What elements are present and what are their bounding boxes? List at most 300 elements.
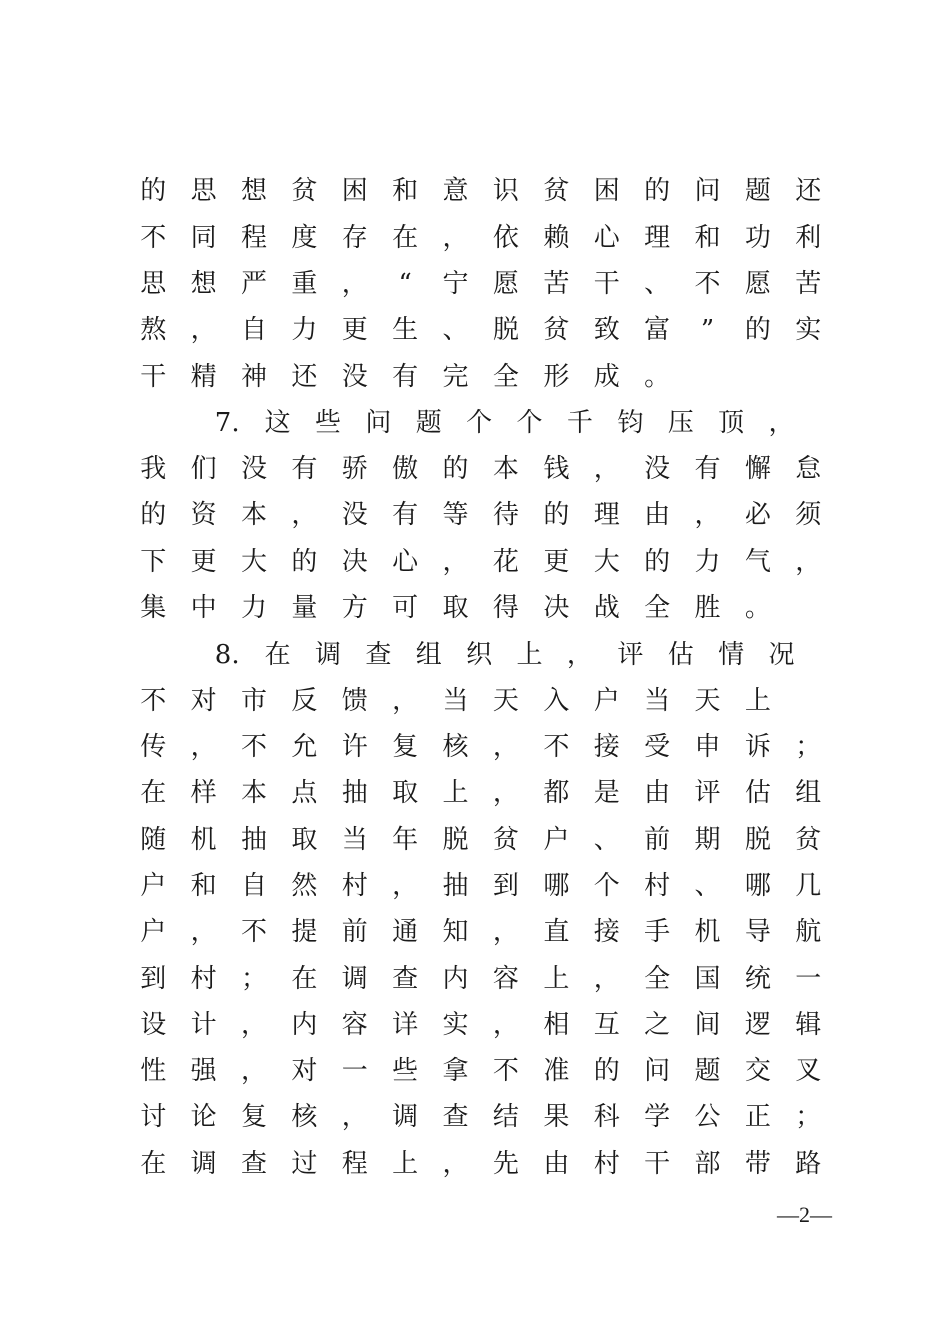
text-char: 、 bbox=[593, 825, 620, 855]
text-char: 估 bbox=[667, 640, 694, 670]
text-char: 和 bbox=[392, 176, 419, 206]
text-char: 对 bbox=[190, 686, 217, 716]
text-line bbox=[128, 492, 822, 538]
text-char: 脱 bbox=[442, 825, 469, 855]
text-char: 依 bbox=[492, 223, 519, 253]
text-char: 不 bbox=[140, 223, 167, 253]
text-char: 逻 bbox=[744, 1010, 771, 1040]
text-char: ， bbox=[392, 871, 419, 901]
text-char: 功 bbox=[744, 223, 771, 253]
text-char: 的 bbox=[744, 315, 771, 345]
text-char: 知 bbox=[442, 917, 469, 947]
text-char: 抽 bbox=[442, 871, 469, 901]
text-char: 不 bbox=[492, 1056, 519, 1086]
text-char: 抽 bbox=[240, 825, 267, 855]
text-char: 的 bbox=[593, 1056, 620, 1086]
text-char: 学 bbox=[644, 1102, 671, 1132]
text-char: 取 bbox=[291, 825, 318, 855]
text-char: 强 bbox=[190, 1056, 217, 1086]
text-char: 心 bbox=[593, 223, 620, 253]
text-char: 容 bbox=[492, 964, 519, 994]
text-char: ， bbox=[240, 1056, 267, 1086]
text-char: 上 bbox=[442, 778, 469, 808]
text-char: 问 bbox=[365, 408, 392, 438]
text-char: 实 bbox=[795, 315, 822, 345]
text-char: 果 bbox=[543, 1102, 570, 1132]
text-char: 个 bbox=[466, 408, 493, 438]
text-char: 自 bbox=[240, 315, 267, 345]
text-char: 查 bbox=[365, 640, 392, 670]
text-char: 当 bbox=[644, 686, 671, 716]
text-char: 须 bbox=[795, 500, 822, 530]
text-char: ， bbox=[341, 1102, 368, 1132]
text-char: 意 bbox=[442, 176, 469, 206]
text-char: 不 bbox=[694, 269, 721, 299]
text-char: 和 bbox=[694, 223, 721, 253]
text-char: 懈 bbox=[744, 454, 771, 484]
text-char: 集 bbox=[140, 593, 167, 623]
text-char: 反 bbox=[291, 686, 318, 716]
text-char: ， bbox=[341, 269, 368, 299]
text-char: ， bbox=[593, 454, 620, 484]
text-char: ， bbox=[492, 917, 519, 947]
text-char: 干 bbox=[644, 1149, 671, 1179]
text-char: 接 bbox=[593, 917, 620, 947]
text-char: 抽 bbox=[341, 778, 368, 808]
text-char: 几 bbox=[795, 871, 822, 901]
text-char: 的 bbox=[140, 176, 167, 206]
text-char: 识 bbox=[492, 176, 519, 206]
text-char: 叉 bbox=[795, 1056, 822, 1086]
text-char: 核 bbox=[291, 1102, 318, 1132]
text-char: 没 bbox=[644, 454, 671, 484]
text-line bbox=[128, 909, 822, 955]
text-char: 傲 bbox=[392, 454, 419, 484]
text-line bbox=[202, 632, 892, 678]
text-char: 申 bbox=[694, 732, 721, 762]
text-char: 苦 bbox=[795, 269, 822, 299]
text-char: 思 bbox=[140, 269, 167, 299]
text-char: 苦 bbox=[543, 269, 570, 299]
text-char: 取 bbox=[392, 778, 419, 808]
text-char: 本 bbox=[492, 454, 519, 484]
text-char: 设 bbox=[140, 1010, 167, 1040]
text-char: 思 bbox=[190, 176, 217, 206]
text-char: 调 bbox=[314, 640, 341, 670]
text-char: 户 bbox=[593, 686, 620, 716]
text-line bbox=[128, 1094, 822, 1140]
text-char: 想 bbox=[240, 176, 267, 206]
text-char: 本 bbox=[240, 500, 267, 530]
text-char: 力 bbox=[291, 315, 318, 345]
text-char: 天 bbox=[492, 686, 519, 716]
text-char: 组 bbox=[415, 640, 442, 670]
text-line bbox=[128, 539, 822, 585]
text-char: 千 bbox=[566, 408, 593, 438]
text-char: 神 bbox=[240, 362, 267, 392]
text-char: 钱 bbox=[543, 454, 570, 484]
text-char: 的 bbox=[291, 547, 318, 577]
text-char: 心 bbox=[392, 547, 419, 577]
text-line bbox=[128, 354, 818, 400]
text-char: 调 bbox=[392, 1102, 419, 1132]
text-char: 、 bbox=[442, 315, 469, 345]
text-char: ， bbox=[492, 732, 519, 762]
text-char: 中 bbox=[190, 593, 217, 623]
text-char: 压 bbox=[667, 408, 694, 438]
text-line bbox=[128, 446, 822, 492]
text-char: 不 bbox=[543, 732, 570, 762]
text-char: 利 bbox=[795, 223, 822, 253]
text-char: 力 bbox=[240, 593, 267, 623]
text-char: 受 bbox=[644, 732, 671, 762]
text-char: ， bbox=[593, 964, 620, 994]
text-char: 性 bbox=[140, 1056, 167, 1086]
text-char: 村 bbox=[341, 871, 368, 901]
text-char: 骄 bbox=[341, 454, 368, 484]
text-char: 织 bbox=[466, 640, 493, 670]
text-char: 到 bbox=[140, 964, 167, 994]
text-char: 村 bbox=[190, 964, 217, 994]
text-char: 我 bbox=[140, 454, 167, 484]
text-line bbox=[128, 215, 822, 261]
text-line bbox=[128, 863, 822, 909]
text-char: 都 bbox=[543, 778, 570, 808]
text-char: 富 bbox=[644, 315, 671, 345]
text-line bbox=[128, 1048, 822, 1094]
text-char: 有 bbox=[694, 454, 721, 484]
text-char: 可 bbox=[392, 593, 419, 623]
text-char: 当 bbox=[341, 825, 368, 855]
text-char: 正 bbox=[744, 1102, 771, 1132]
text-char: 贫 bbox=[291, 176, 318, 206]
text-char: 评 bbox=[694, 778, 721, 808]
text-char: 7. bbox=[214, 408, 240, 438]
text-char: 容 bbox=[341, 1010, 368, 1040]
text-char: 讨 bbox=[140, 1102, 167, 1132]
text-char: 生 bbox=[392, 315, 419, 345]
text-char: 交 bbox=[744, 1056, 771, 1086]
text-char: 有 bbox=[392, 362, 419, 392]
text-char: 一 bbox=[341, 1056, 368, 1086]
text-char: 完 bbox=[442, 362, 469, 392]
text-char: ， bbox=[566, 640, 593, 670]
text-line bbox=[128, 678, 818, 724]
text-char: ； bbox=[795, 732, 822, 762]
text-char: ， bbox=[492, 1010, 519, 1040]
text-char: ， bbox=[190, 732, 217, 762]
text-char: 查 bbox=[442, 1102, 469, 1132]
text-char: 随 bbox=[140, 825, 167, 855]
text-char: 论 bbox=[190, 1102, 217, 1132]
text-char: 统 bbox=[744, 964, 771, 994]
text-char: 在 bbox=[291, 964, 318, 994]
text-char: 点 bbox=[291, 778, 318, 808]
text-char: 必 bbox=[744, 500, 771, 530]
text-line bbox=[202, 400, 892, 446]
text-char: 存 bbox=[341, 223, 368, 253]
text-char: 干 bbox=[593, 269, 620, 299]
text-char: 赖 bbox=[543, 223, 570, 253]
text-line bbox=[128, 261, 822, 307]
text-char: 内 bbox=[442, 964, 469, 994]
text-char: 入 bbox=[543, 686, 570, 716]
text-char: 胜 bbox=[694, 593, 721, 623]
text-line bbox=[128, 1141, 822, 1187]
text-char: 程 bbox=[341, 1149, 368, 1179]
text-char: 结 bbox=[492, 1102, 519, 1132]
text-char: 户 bbox=[140, 871, 167, 901]
text-char: ； bbox=[240, 964, 267, 994]
text-char: 。 bbox=[744, 593, 771, 623]
text-char: 全 bbox=[644, 593, 671, 623]
text-line bbox=[128, 307, 822, 353]
text-char: 有 bbox=[291, 454, 318, 484]
text-char: 问 bbox=[694, 176, 721, 206]
text-char: 上 bbox=[392, 1149, 419, 1179]
text-char: 在 bbox=[140, 1149, 167, 1179]
text-char: 先 bbox=[492, 1149, 519, 1179]
text-char: 详 bbox=[392, 1010, 419, 1040]
text-line bbox=[128, 585, 818, 631]
text-char: 更 bbox=[341, 315, 368, 345]
text-char: 怠 bbox=[795, 454, 822, 484]
text-char: ， bbox=[442, 223, 469, 253]
text-char: 路 bbox=[795, 1149, 822, 1179]
text-char: 钧 bbox=[617, 408, 644, 438]
text-char: 由 bbox=[644, 778, 671, 808]
text-char: 宁 bbox=[442, 269, 469, 299]
text-char: 哪 bbox=[543, 871, 570, 901]
text-char: 更 bbox=[543, 547, 570, 577]
text-char: 村 bbox=[644, 871, 671, 901]
text-char: 况 bbox=[768, 640, 795, 670]
text-char: ， bbox=[694, 500, 721, 530]
text-char: 拿 bbox=[442, 1056, 469, 1086]
text-char: ， bbox=[492, 778, 519, 808]
text-char: 上 bbox=[744, 686, 771, 716]
text-char: 脱 bbox=[744, 825, 771, 855]
text-char: 熬 bbox=[140, 315, 167, 345]
text-char: 手 bbox=[644, 917, 671, 947]
text-char: ， bbox=[392, 686, 419, 716]
text-char: 没 bbox=[240, 454, 267, 484]
text-line bbox=[128, 956, 822, 1002]
text-char: 复 bbox=[240, 1102, 267, 1132]
text-char: 形 bbox=[543, 362, 570, 392]
text-char: 辑 bbox=[795, 1010, 822, 1040]
text-char: 由 bbox=[644, 500, 671, 530]
text-char: 接 bbox=[593, 732, 620, 762]
text-char: 前 bbox=[644, 825, 671, 855]
text-char: 年 bbox=[392, 825, 419, 855]
text-char: 全 bbox=[644, 964, 671, 994]
text-char: 部 bbox=[694, 1149, 721, 1179]
text-char: ， bbox=[190, 917, 217, 947]
text-char: 得 bbox=[492, 593, 519, 623]
text-char: 导 bbox=[744, 917, 771, 947]
text-char: ， bbox=[442, 547, 469, 577]
text-char: 个 bbox=[593, 871, 620, 901]
text-char: 8. bbox=[214, 640, 240, 670]
text-char: 机 bbox=[694, 917, 721, 947]
text-char: 间 bbox=[694, 1010, 721, 1040]
text-char: 通 bbox=[392, 917, 419, 947]
text-line bbox=[128, 168, 822, 214]
text-char: 科 bbox=[593, 1102, 620, 1132]
page-number: —2— bbox=[777, 1202, 832, 1227]
text-char: 的 bbox=[543, 500, 570, 530]
text-char: 哪 bbox=[744, 871, 771, 901]
text-char: 理 bbox=[644, 223, 671, 253]
text-char: 贫 bbox=[543, 315, 570, 345]
text-char: 实 bbox=[442, 1010, 469, 1040]
text-char: 度 bbox=[291, 223, 318, 253]
text-char: 气 bbox=[744, 547, 771, 577]
text-char: 理 bbox=[593, 500, 620, 530]
text-char: 样 bbox=[190, 778, 217, 808]
text-char: 还 bbox=[795, 176, 822, 206]
text-char: 内 bbox=[291, 1010, 318, 1040]
text-char: 查 bbox=[392, 964, 419, 994]
text-line bbox=[128, 770, 822, 816]
text-char: 户 bbox=[543, 825, 570, 855]
text-char: 的 bbox=[644, 176, 671, 206]
text-char: 本 bbox=[240, 778, 267, 808]
text-char: 程 bbox=[240, 223, 267, 253]
text-char: 大 bbox=[240, 547, 267, 577]
text-char: 前 bbox=[341, 917, 368, 947]
text-char: “ bbox=[398, 269, 412, 299]
text-char: 情 bbox=[718, 640, 745, 670]
text-char: 是 bbox=[593, 778, 620, 808]
text-char: 和 bbox=[190, 871, 217, 901]
text-char: 估 bbox=[744, 778, 771, 808]
text-char: 带 bbox=[744, 1149, 771, 1179]
text-char: 不 bbox=[240, 917, 267, 947]
text-char: ， bbox=[442, 1149, 469, 1179]
text-char: ， bbox=[795, 547, 822, 577]
text-char: ； bbox=[795, 1102, 822, 1132]
text-char: 脱 bbox=[492, 315, 519, 345]
text-char: ， bbox=[190, 315, 217, 345]
text-char: 方 bbox=[341, 593, 368, 623]
text-line bbox=[128, 817, 822, 863]
text-char: 决 bbox=[341, 547, 368, 577]
text-char: 题 bbox=[744, 176, 771, 206]
text-char: 决 bbox=[543, 593, 570, 623]
text-char: 核 bbox=[442, 732, 469, 762]
text-char: 顶 bbox=[718, 408, 745, 438]
text-char: 精 bbox=[190, 362, 217, 392]
text-char: 评 bbox=[617, 640, 644, 670]
text-char: 题 bbox=[694, 1056, 721, 1086]
text-char: 问 bbox=[644, 1056, 671, 1086]
text-char: 国 bbox=[694, 964, 721, 994]
text-char: 上 bbox=[516, 640, 543, 670]
text-char: 户 bbox=[140, 917, 167, 947]
text-char: 重 bbox=[291, 269, 318, 299]
text-char: 传 bbox=[140, 732, 167, 762]
text-char: 成 bbox=[593, 362, 620, 392]
text-char: 致 bbox=[593, 315, 620, 345]
text-char: 些 bbox=[392, 1056, 419, 1086]
text-char: 想 bbox=[190, 269, 217, 299]
text-char: 当 bbox=[442, 686, 469, 716]
text-char: 在 bbox=[392, 223, 419, 253]
text-char: 的 bbox=[140, 500, 167, 530]
text-char: ” bbox=[700, 315, 715, 345]
text-char: 许 bbox=[341, 732, 368, 762]
text-char: 相 bbox=[543, 1010, 570, 1040]
text-char: 市 bbox=[240, 686, 267, 716]
text-char: 提 bbox=[291, 917, 318, 947]
text-char: ， bbox=[291, 500, 318, 530]
text-char: 一 bbox=[795, 964, 822, 994]
text-char: 的 bbox=[442, 454, 469, 484]
text-char: 力 bbox=[694, 547, 721, 577]
text-char: 不 bbox=[240, 732, 267, 762]
text-char: 允 bbox=[291, 732, 318, 762]
text-char: 严 bbox=[240, 269, 267, 299]
text-char: 自 bbox=[240, 871, 267, 901]
text-char: 不 bbox=[140, 686, 167, 716]
text-char: 馈 bbox=[341, 686, 368, 716]
text-char: 战 bbox=[593, 593, 620, 623]
text-char: 困 bbox=[593, 176, 620, 206]
text-char: 调 bbox=[341, 964, 368, 994]
text-char: 然 bbox=[291, 871, 318, 901]
text-char: 村 bbox=[593, 1149, 620, 1179]
text-char: 没 bbox=[341, 362, 368, 392]
text-char: 航 bbox=[795, 917, 822, 947]
text-char: 等 bbox=[442, 500, 469, 530]
text-char: 之 bbox=[644, 1010, 671, 1040]
text-char: 互 bbox=[593, 1010, 620, 1040]
text-char: 花 bbox=[492, 547, 519, 577]
text-line bbox=[128, 1002, 822, 1048]
text-char: ， bbox=[240, 1010, 267, 1040]
text-char: 取 bbox=[442, 593, 469, 623]
text-char: ， bbox=[768, 408, 795, 438]
text-char: 、 bbox=[694, 871, 721, 901]
text-char: 到 bbox=[492, 871, 519, 901]
text-char: 量 bbox=[291, 593, 318, 623]
text-char: 更 bbox=[190, 547, 217, 577]
text-char: 由 bbox=[543, 1149, 570, 1179]
text-char: 在 bbox=[264, 640, 291, 670]
text-char: 上 bbox=[543, 964, 570, 994]
text-char: 贫 bbox=[795, 825, 822, 855]
text-char: 愿 bbox=[492, 269, 519, 299]
text-char: 在 bbox=[140, 778, 167, 808]
text-char: 公 bbox=[694, 1102, 721, 1132]
text-char: 困 bbox=[341, 176, 368, 206]
text-char: 调 bbox=[190, 1149, 217, 1179]
text-char: 没 bbox=[341, 500, 368, 530]
text-char: 准 bbox=[543, 1056, 570, 1086]
text-char: 待 bbox=[492, 500, 519, 530]
text-char: 天 bbox=[694, 686, 721, 716]
text-char: 同 bbox=[190, 223, 217, 253]
text-char: 过 bbox=[291, 1149, 318, 1179]
text-char: 干 bbox=[140, 362, 167, 392]
text-char: 题 bbox=[415, 408, 442, 438]
text-char: 贫 bbox=[543, 176, 570, 206]
text-char: 。 bbox=[644, 362, 671, 392]
text-char: 、 bbox=[644, 269, 671, 299]
text-line bbox=[128, 724, 822, 770]
